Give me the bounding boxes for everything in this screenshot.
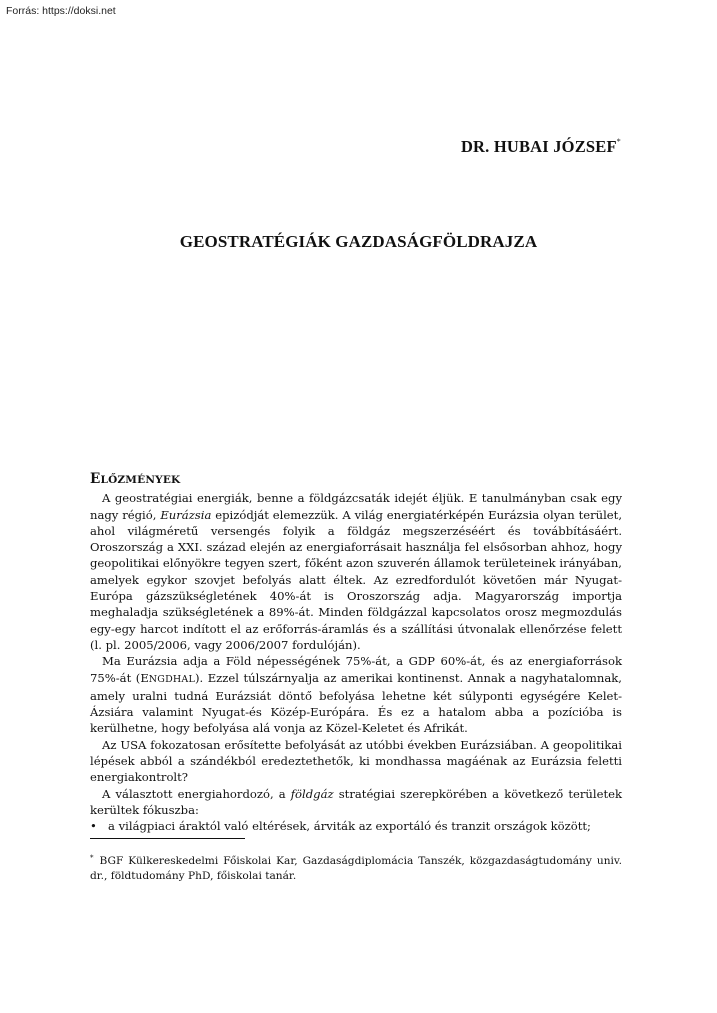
paragraph-4	[90, 786, 622, 819]
author-name	[461, 137, 621, 157]
main-content	[90, 471, 622, 835]
footnote-divider	[90, 838, 245, 839]
footnote-text: BGF Külkereskedelmi Főiskolai Kar, Gazdaságdiplomácia Tanszék, közgazdaságtudomány univ. dr., földtudomány PhD, főiskolai tanár.	[90, 855, 622, 882]
page-title: GEOSTRATÉGIÁK GAZDASÁGFÖLDRAJZA	[179, 232, 538, 251]
bullet-icon: •	[90, 819, 97, 834]
paragraph-4-text-a: A választott energiahordozó, a	[102, 786, 291, 801]
section-heading-rest: LŐZMÉNYEK	[100, 474, 181, 486]
paragraph-2-ref-rest: NGDHAL	[148, 673, 195, 685]
section-heading-initial: E	[90, 471, 101, 487]
paragraph-2-ref-initial: E	[140, 670, 149, 685]
author-name-text: DR. HUBAI JÓZSEF	[460, 137, 617, 156]
footnote	[90, 851, 622, 884]
list-item	[90, 818, 622, 834]
section-heading	[90, 471, 622, 488]
paragraph-1-emphasis: Eurázsia	[160, 507, 212, 522]
paragraph-2	[90, 653, 622, 736]
paragraph-1-text: A geostratégiai energiák, benne a földgázcsaták idejét éljük. E tanulmányban csak egy nagy régió,	[90, 491, 622, 522]
paragraph-3: Az USA fokozatosan erősítette befolyását az utóbbi években Eurázsiában. A geopolitikai lépések abból a szándékból eredeztethetők, ki mondhassa magáénak az Eurázsia feletti energiakontrolt?	[90, 737, 622, 785]
paragraph-4-text-b: stratégiai szerepkörében a következő területek kerültek fókuszba:	[90, 786, 622, 817]
paragraph-1	[90, 490, 622, 653]
source-label: Forrás: https://doksi.net	[6, 5, 116, 17]
paragraph-2-text-b: ). Ezzel túlszárnyalja az amerikai kontinenst. Annak a nagyhatalomnak, amely uralni tudná Eurázsiát döntő befolyása lehetne két súlyponti egységére Kelet-Ázsiára valamint Nyugat-és Közép-Európára. És ez a hatalom abba a pozícióba is kerülhetne, hogy befolyása alá vonja az Közel-Keletet és Afrikát.	[90, 670, 622, 736]
paragraph-2-text-a: Ma Eurázsia adja a Föld népességének 75%-át, a GDP 60%-át, és az energiaforrások 75%-át (	[90, 654, 622, 685]
author-footnote-mark: *	[616, 137, 621, 146]
footnote-mark: *	[90, 854, 94, 862]
paragraph-4-emphasis: földgáz	[290, 786, 334, 801]
paragraph-1-rest: epizódját elemezzük. A világ energiatérképén Eurázsia olyan terület, ahol világméretű versengés folyik a földgáz megszerzéséért és továbbításáért. Oroszország a XXI. század elején az energiaforrásait használja fel elsősorban ahhoz, hogy geopolitikai előnyökre tegyen szert, főként azon szuverén államok területeinek irányában, amelyek egykor szovjet befolyás alatt éltek. Az ezredfordulót követően már Nyugat-Európa gázszükségletének 40%-át is Oroszország adja. Magyarország importja meghaladja szükségletének a 89%-át. Minden földgázzal kapcsolatos orosz megmozdulás egy-egy harcot indított el az erőforrás-áramlás és a szállítási útvonalak ellenőrzése felett (l. pl. 2005/2006, vagy 2006/2007 fordulóján).	[90, 507, 623, 652]
list-item-text: a világpiaci áraktól való eltérések, árviták az exportáló és tranzit országok között;	[108, 819, 591, 834]
